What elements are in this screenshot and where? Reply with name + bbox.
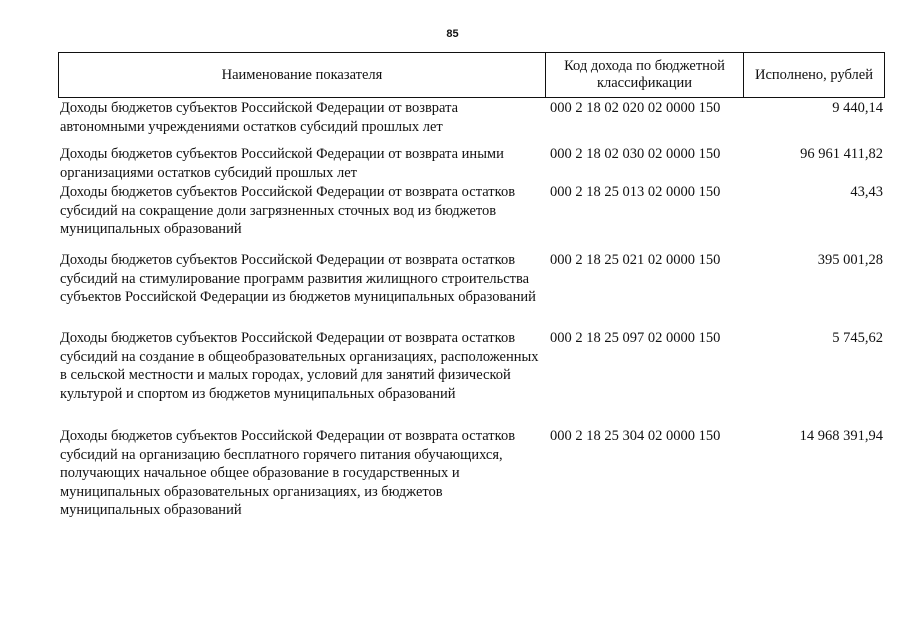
row-amount: 5 745,62 xyxy=(832,330,883,346)
row-name: Доходы бюджетов субъектов Российской Федерации от возврата остатков субсидий на организацию бесплатного горячего питания обучающихся, получающих начальное общее образование в государственных и муниципальных образовательных организациях, из бюджетов муниципальных образований xyxy=(60,428,516,518)
row-code: 000 2 18 02 020 02 0000 150 xyxy=(550,100,721,116)
table-row xyxy=(60,183,885,251)
table-row xyxy=(60,427,885,527)
row-name: Доходы бюджетов субъектов Российской Федерации от возврата остатков субсидий на создание в общеобразовательных организациях, расположенных в сельской местности и малых городах, условий для занятий физической культурой и спортом из бюджетов муниципальных образований xyxy=(60,330,539,402)
table-row xyxy=(60,99,885,145)
table-header xyxy=(58,52,885,98)
row-amount: 14 968 391,94 xyxy=(799,428,883,444)
row-code: 000 2 18 25 013 02 0000 150 xyxy=(550,184,721,200)
row-amount: 43,43 xyxy=(850,184,883,200)
page-number: 85 xyxy=(446,28,459,40)
row-name: Доходы бюджетов субъектов Российской Федерации от возврата остатков субсидий на стимулирование программ развития жилищного строительства субъектов Российской Федерации из бюджетов муниципальных образований xyxy=(60,252,536,305)
row-code: 000 2 18 02 030 02 0000 150 xyxy=(550,146,721,162)
table-row xyxy=(60,145,885,183)
row-name: Доходы бюджетов субъектов Российской Федерации от возврата автономными учреждениями остатков субсидий прошлых лет xyxy=(60,100,459,135)
row-name: Доходы бюджетов субъектов Российской Федерации от возврата иными организациями остатков субсидий прошлых лет xyxy=(60,146,504,181)
table-row xyxy=(60,329,885,427)
header-amount: Исполнено, рублей xyxy=(755,66,873,83)
row-code: 000 2 18 25 021 02 0000 150 xyxy=(550,252,721,268)
row-name: Доходы бюджетов субъектов Российской Федерации от возврата остатков субсидий на сокращение доли загрязненных сточных вод из бюджетов муниципальных образований xyxy=(60,184,516,237)
row-code: 000 2 18 25 097 02 0000 150 xyxy=(550,330,721,346)
row-code: 000 2 18 25 304 02 0000 150 xyxy=(550,428,721,444)
row-amount: 96 961 411,82 xyxy=(800,146,883,162)
header-code: Код дохода по бюджетной классификации xyxy=(546,53,744,97)
row-amount: 395 001,28 xyxy=(817,252,883,268)
row-amount: 9 440,14 xyxy=(832,100,883,116)
header-name: Наименование показателя xyxy=(59,53,546,97)
table-row xyxy=(60,251,885,329)
table-body xyxy=(60,99,885,527)
